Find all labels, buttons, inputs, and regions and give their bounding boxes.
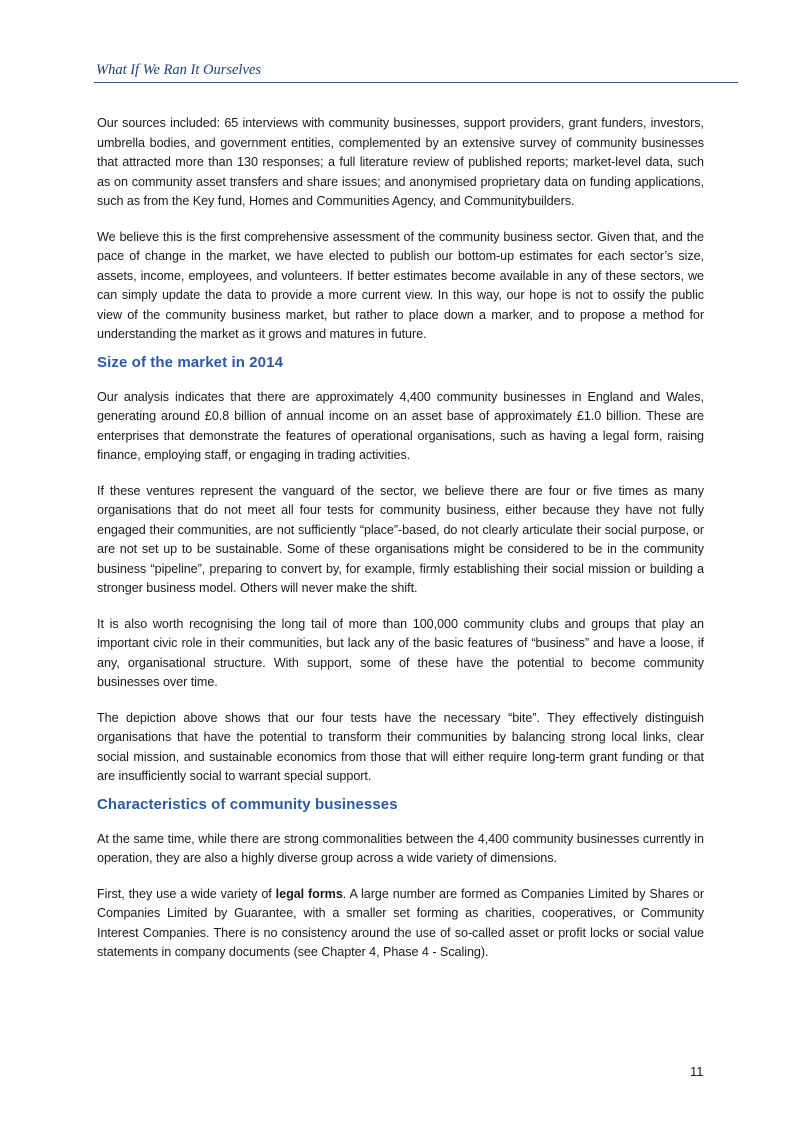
page-body (97, 114, 704, 979)
legal-forms-text-before: First, they use a wide variety of (97, 886, 276, 901)
section-heading-market-size: Size of the market in 2014 (97, 353, 284, 371)
header-divider (94, 82, 738, 83)
page-number: 11 (690, 1064, 704, 1079)
section-heading-characteristics: Characteristics of community businesses (97, 795, 398, 813)
paragraph-vanguard: If these ventures represent the vanguard of the sector, we believe there are four or five times as many organisations that do not meet all four tests for community business, either because they have not fully engaged their communities, are not sufficiently “place”-based, do not clearly articulate their social purpose, or are not set up to be sustainable. Some of these organisations might be considered to be in the community business “pipeline”, preparing to convert by, for example, firmly establishing their social mission or building a stronger business model. Others will never make the shift. (97, 483, 704, 595)
running-header-title: What If We Ran It Ourselves (96, 62, 261, 78)
paragraph-commonalities: At the same time, while there are strong commonalities between the 4,400 community businesses currently in operation, they are also a highly diverse group across a wide variety of dimensions. (97, 831, 704, 865)
paragraph-long-tail: It is also worth recognising the long tail of more than 100,000 community clubs and groups that play an important civic role in their communities, but lack any of the basic features of “business” and have a loose, if any, organisational structure. With support, some of these have the potential to become community businesses over time. (97, 616, 704, 689)
paragraph-depiction: The depiction above shows that our four tests have the necessary “bite”. They effectively distinguish organisations that have the potential to transform their communities by balancing strong local links, clear social mission, and sustainable economics from those that will either require long-term grant funding or that are insufficiently social to warrant special support. (97, 710, 704, 783)
paragraph-analysis: Our analysis indicates that there are approximately 4,400 community businesses in England and Wales, generating around £0.8 billion of annual income on an asset base of approximately £1.0 billion. These are enterprises that demonstrate the features of operational organisations, such as having a legal form, raising finance, employing staff, or engaging in trading activities. (97, 389, 704, 462)
paragraph-sources: Our sources included: 65 interviews with community businesses, support providers, grant funders, investors, umbrella bodies, and government entities, complemented by an extensive survey of community businesses that attracted more than 130 responses; a full literature review of published reports; market-level data, such as on community asset transfers and share issues; and anonymised proprietary data on funding applications, such as from the Key fund, Homes and Communities Agency, and Communitybuilders. (97, 116, 704, 208)
paragraph-first-assessment: We believe this is the first comprehensive assessment of the community business sector. Given that, and the pace of change in the market, we have elected to publish our bottom-up estimates for each sector’s size, assets, income, employees, and volunteers. If better estimates become available in any of these sectors, we can simply update the data to provide a more current view. In this way, our hope is not to ossify the public view of the community business market, but rather to place down a marker, and to propose a method for understanding the market as it grows and matures in future. (97, 229, 704, 341)
legal-forms-text-after: . A large number are formed as Companies Limited by Shares or Companies Limited by Guarantee, with a smaller set forming as charities, cooperatives, or Community Interest Companies. There is no consistency around the use of so-called asset or profit locks or social value statements in company documents (see Chapter 4, Phase 4 - Scaling). (97, 886, 704, 959)
paragraph-legal-forms (97, 885, 704, 963)
legal-forms-emphasis: legal forms (275, 886, 343, 901)
